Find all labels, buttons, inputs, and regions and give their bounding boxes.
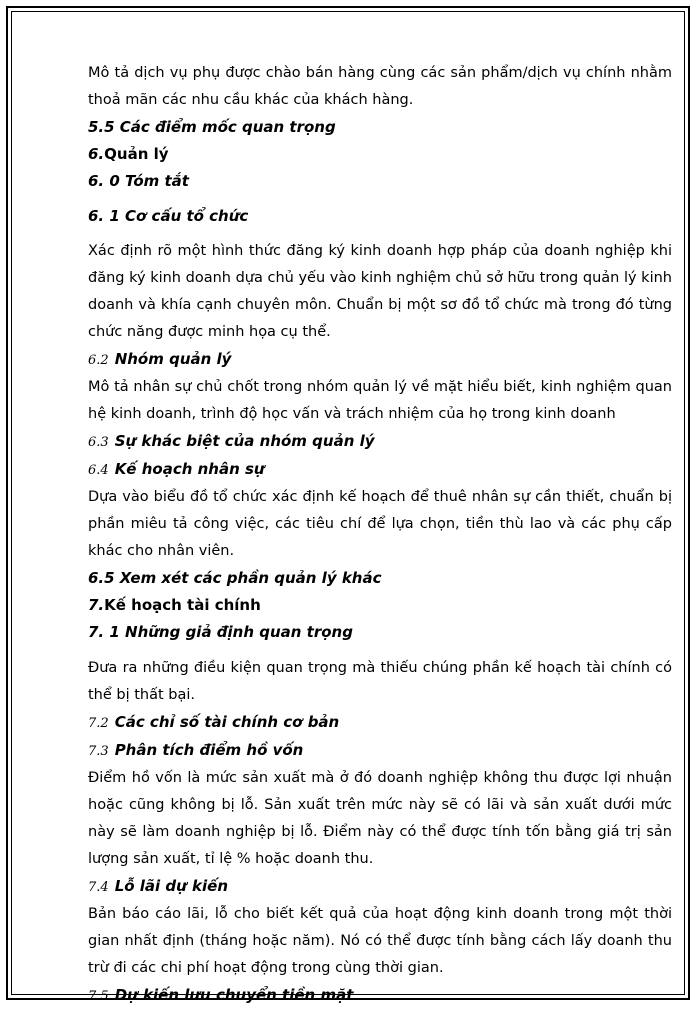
heading-7-4	[88, 873, 672, 901]
heading-6-3	[88, 428, 672, 456]
intro-paragraph: Mô tả dịch vụ phụ được chào bán hàng cùng các sản phẩm/dịch vụ chính nhằm thoả mãn các nhu cầu khác của khách hàng.	[88, 65, 672, 108]
heading-7-3-text: Phân tích điểm hồ vốn	[114, 741, 304, 759]
heading-6-3-text: Sự khác biệt của nhóm quản lý	[114, 432, 375, 450]
heading-6-2-text: Nhóm quản lý	[114, 350, 232, 368]
heading-6-3-number: 6.3	[88, 435, 109, 450]
heading-6-5: 6.5 Xem xét các phần quản lý khác	[88, 569, 382, 587]
paragraph-7-1: Đưa ra những điều kiện quan trọng mà thiếu chúng phần kế hoạch tài chính có thể bị thất bại.	[88, 660, 672, 703]
heading-7-5-text: Dự kiến lưu chuyển tiền mặt	[114, 986, 354, 1004]
heading-7-text: Kế hoạch tài chính	[104, 596, 261, 614]
heading-7-2	[88, 709, 672, 737]
heading-6-4-text: Kế hoạch nhân sự	[114, 460, 265, 478]
paragraph-6-2: Mô tả nhân sự chủ chốt trong nhóm quản lý về mặt hiểu biết, kinh nghiệm quan hệ kinh doanh, trình độ học vấn và trách nhiệm của họ trong kinh doanh	[88, 379, 672, 422]
heading-7-number: 7.	[88, 596, 105, 614]
heading-7-4-text: Lỗ lãi dự kiến	[114, 877, 229, 895]
heading-7-3	[88, 737, 672, 765]
paragraph-6-1: Xác định rõ một hình thức đăng ký kinh doanh hợp pháp của doanh nghiệp khi đăng ký kinh doanh dựa chủ yếu vào kinh nghiệm chủ sở hữu trong quản lý kinh doanh và khía cạnh chuyên môn. Chuẩn bị một sơ đồ tổ chức mà trong đó từng chức năng được minh họa cụ thể.	[88, 243, 672, 340]
heading-7-3-number: 7.3	[88, 744, 109, 759]
heading-7-4-number: 7.4	[88, 880, 109, 895]
heading-6-number: 6.	[88, 145, 105, 163]
heading-7-5-number: 7.5	[88, 989, 109, 1004]
paragraph-7-4: Bản báo cáo lãi, lỗ cho biết kết quả của hoạt động kinh doanh trong một thời gian nhất định (tháng hoặc năm). Nó có thể được tính bằng cách lấy doanh thu trừ đi các chi phí hoạt động trong cùng thời gian.	[88, 906, 672, 976]
document-body	[88, 60, 672, 1010]
heading-6-2-number: 6.2	[88, 353, 109, 368]
heading-6-4	[88, 456, 672, 484]
heading-7-5	[88, 982, 672, 1010]
heading-7	[88, 592, 672, 619]
heading-6-text: Quản lý	[104, 145, 169, 163]
heading-6-2	[88, 346, 672, 374]
heading-6-0: 6. 0 Tóm tắt	[88, 172, 189, 190]
heading-7-2-number: 7.2	[88, 716, 109, 731]
heading-6-4-number: 6.4	[88, 463, 109, 478]
heading-7-1: 7. 1 Những giả định quan trọng	[88, 623, 353, 641]
heading-6	[88, 141, 672, 168]
heading-7-2-text: Các chỉ số tài chính cơ bản	[114, 713, 340, 731]
paragraph-7-3: Điểm hồ vốn là mức sản xuất mà ở đó doanh nghiệp không thu được lợi nhuận hoặc cũng không bị lỗ. Sản xuất trên mức này sẽ có lãi và sản xuất dưới mức này sẽ làm doanh nghiệp bị lỗ. Điểm này có thể được tính tốn bằng giá trị sản lượng sản xuất, tỉ lệ % hoặc doanh thu.	[88, 770, 672, 867]
heading-6-1: 6. 1 Cơ cấu tổ chức	[88, 207, 249, 225]
heading-5-5: 5.5 Các điểm mốc quan trọng	[88, 118, 336, 136]
paragraph-6-4: Dựa vào biểu đồ tổ chức xác định kế hoạch để thuê nhân sự cần thiết, chuẩn bị phần miêu tả công việc, các tiêu chí để lựa chọn, tiền thù lao và các phụ cấp khác cho nhân viên.	[88, 489, 672, 559]
